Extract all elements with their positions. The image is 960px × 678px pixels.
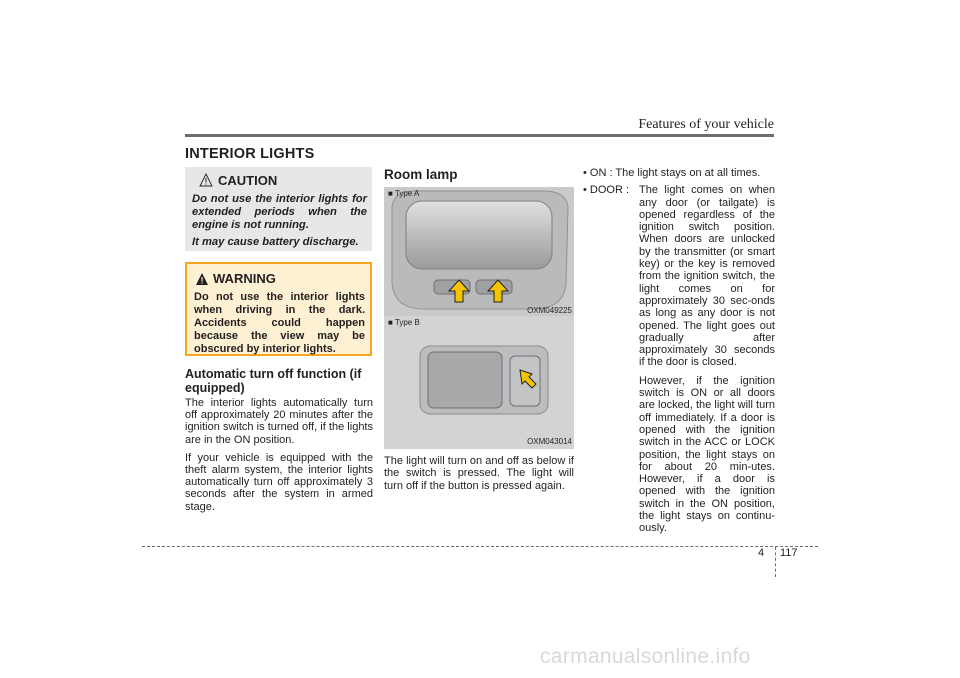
option-label: • DOOR :: [583, 184, 630, 197]
caution-box: [185, 167, 372, 251]
figure-type-label: ■ Type B: [388, 318, 420, 327]
room-lamp-title: Room lamp: [384, 167, 458, 182]
option-door: [583, 184, 775, 534]
figure-code: OXM049225: [527, 306, 572, 315]
room-lamp-type-a-illustration: [384, 187, 574, 318]
page-number: 117: [780, 547, 798, 559]
section-title: INTERIOR LIGHTS: [185, 146, 315, 162]
option-description: However, if the ignition switch is ON or all doors are locked, the light will turn off immediately. If a door is opened with the ignition switch in the ACC or LOCK position, the light stays on for about 20 min-utes. However, if a door is opened with the ignition switch in the ON position, the light stays on continu-ously.: [639, 374, 775, 535]
option-label: • ON :: [583, 167, 616, 179]
paragraph: The interior lights automatically turn off approximately 20 minutes after the ignition switch is turned off, if the lights are in the ON position.: [185, 397, 373, 446]
arrow-icon: [518, 368, 538, 390]
room-lamp-text: The light will turn on and off as below if the switch is pressed. The light will turn off if the button is pressed again.: [384, 455, 574, 492]
option-description: The light comes on when any door (or tailgate) is opened regardless of the ignition switch position. When doors are unlocked by the transmitter (or smart key) or the key is removed from the ignition switch, the light comes on for approximately 30 sec-onds as long as any door is not opened. The light goes out gradually after approximately 30 seconds if the door is closed.: [639, 184, 775, 369]
auto-off-body: [185, 397, 373, 519]
arrow-up-icon: [448, 279, 470, 303]
switch-options: [583, 167, 775, 541]
caution-triangle-icon: [199, 173, 213, 187]
arrow-up-icon: [487, 279, 509, 303]
warning-triangle-icon: [195, 272, 209, 286]
option-description: The light stays on at all times.: [615, 167, 761, 179]
page-header-title: Features of your vehicle: [638, 117, 774, 132]
header-rule: [185, 134, 774, 137]
footer-rule: [142, 546, 818, 547]
figure-code: OXM043014: [527, 437, 572, 446]
warning-box: [185, 262, 372, 356]
paragraph: If your vehicle is equipped with the theft alarm system, the interior lights automatically turn off approximately 3 seconds after the system in armed stage.: [185, 451, 373, 513]
caution-text: [192, 193, 367, 253]
caution-line: Do not use the interior lights for extended periods when the engine is not running.: [192, 193, 367, 231]
warning-text: Do not use the interior lights when driving in the dark. Accidents could happen because the view may be obscured by interior lights.: [194, 291, 365, 355]
room-lamp-type-b-illustration: [384, 316, 574, 449]
figure-type-b: [384, 316, 574, 449]
watermark: carmanualsonline.info: [540, 645, 751, 668]
chapter-number: 4: [758, 547, 765, 559]
caution-line: It may cause battery discharge.: [192, 236, 359, 248]
footer-divider: [775, 547, 776, 577]
caution-title: CAUTION: [218, 173, 278, 188]
auto-off-title: Automatic turn off function (if equipped): [185, 367, 362, 395]
option-on: [583, 167, 775, 179]
option-door-body: [639, 184, 775, 534]
figure-type-label: ■ Type A: [388, 189, 420, 198]
figure-type-a: [384, 187, 574, 318]
warning-title: WARNING: [213, 271, 276, 286]
